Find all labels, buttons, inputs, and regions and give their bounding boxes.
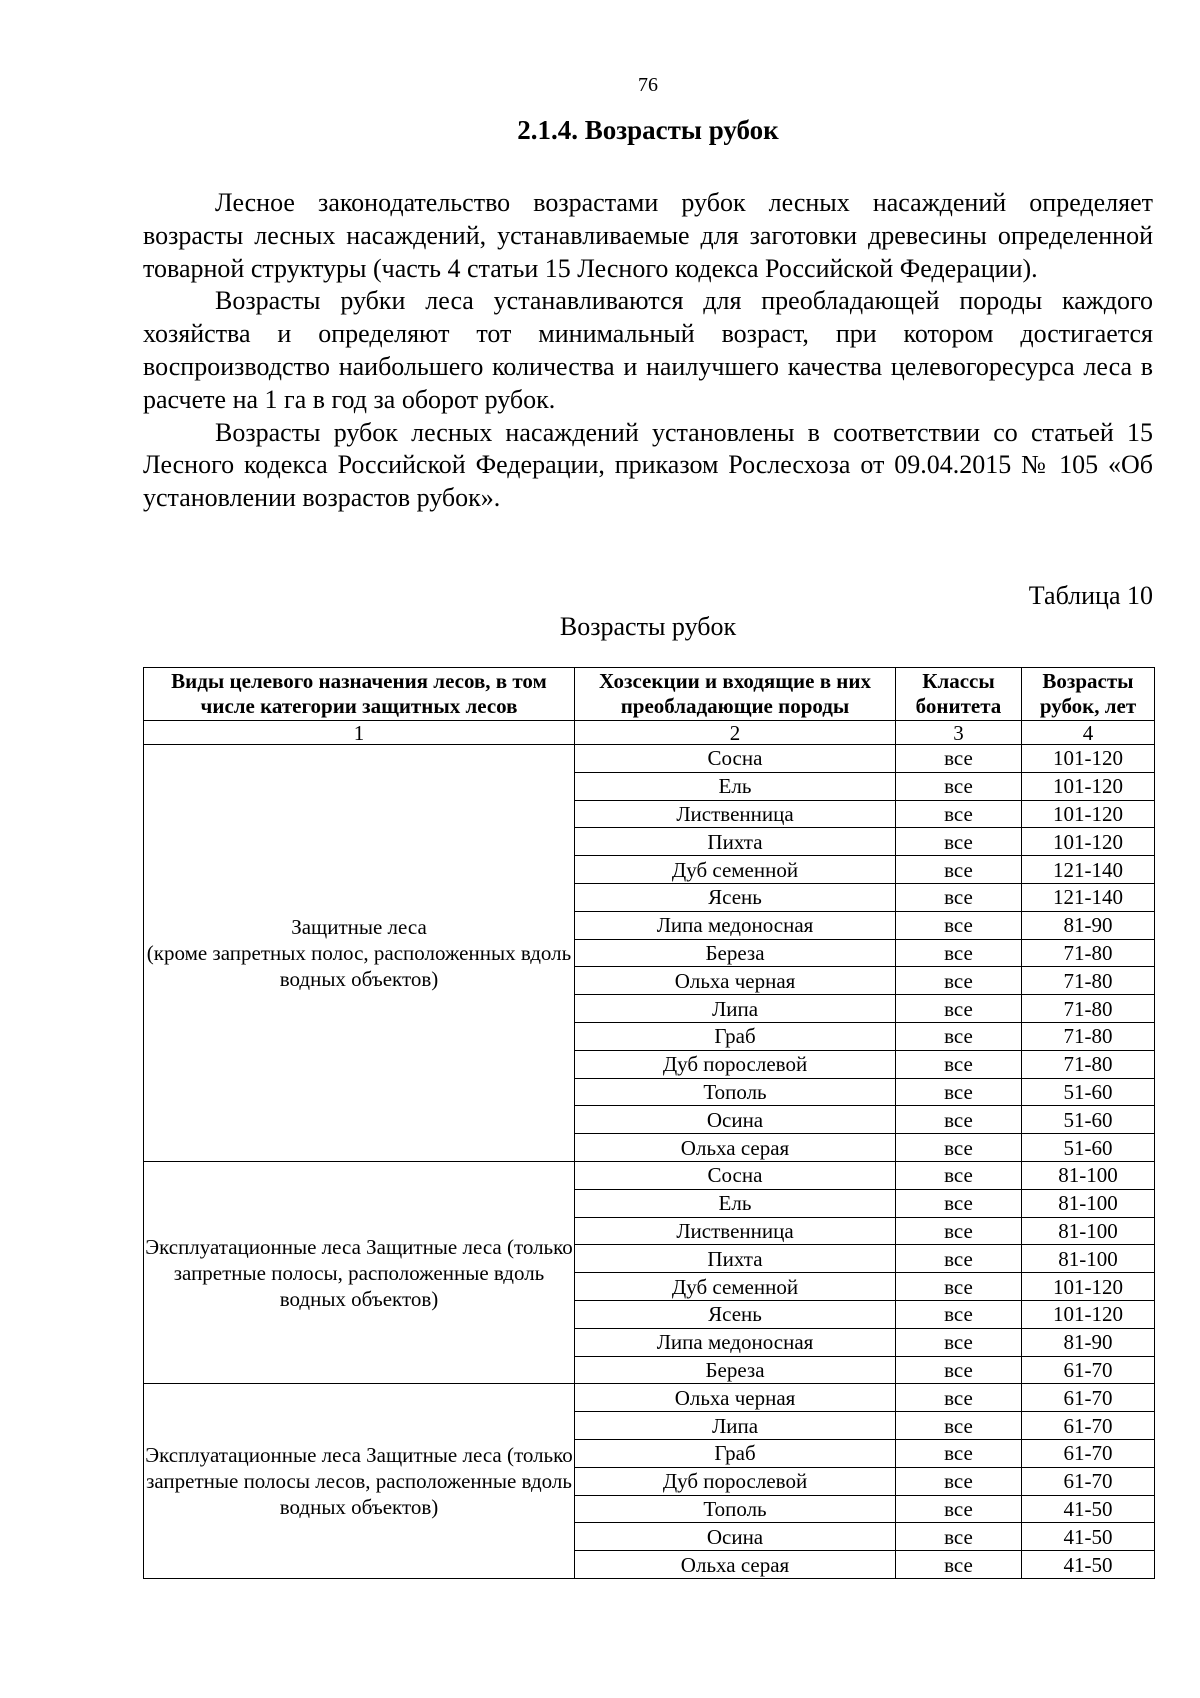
species-cell: Липа медоносная	[575, 1328, 896, 1356]
paragraph: Лесное законодательство возрастами рубок лесных насаждений определяет возрасты лесных насаждений, устанавливаемые для заготовки древесины определенной товарной структуры (часть 4 статьи 15 Лесного кодекса Российской Федерации).	[143, 188, 1153, 283]
cutting-age-cell: 41-50	[1022, 1495, 1155, 1523]
cutting-age-cell: 81-90	[1022, 1328, 1155, 1356]
paragraph: Возрасты рубок лесных насаждений установлены в соответствии со статьей 15 Лесного кодекса Российской Федерации, приказом Рослесхоза от 09.04.2015 № 105 «Об установлении возрастов рубок».	[143, 417, 1153, 513]
column-number: 2	[575, 721, 896, 745]
bonitet-cell: все	[896, 772, 1022, 800]
species-cell: Граб	[575, 1439, 896, 1467]
bonitet-cell: все	[896, 1523, 1022, 1551]
bonitet-cell: все	[896, 800, 1022, 828]
cutting-age-cell: 81-100	[1022, 1189, 1155, 1217]
species-cell: Лиственница	[575, 1217, 896, 1245]
cutting-age-cell: 61-70	[1022, 1384, 1155, 1412]
species-cell: Сосна	[575, 745, 896, 773]
species-cell: Береза	[575, 939, 896, 967]
table-header-row	[144, 668, 1155, 721]
section-title: 2.1.4. Возрасты рубок	[517, 115, 779, 145]
forest-purpose-cell: Эксплуатационные леса Защитные леса (только запретные полосы лесов, расположенные вдоль водных объектов)	[144, 1384, 575, 1579]
column-number-row	[144, 721, 1155, 745]
species-cell: Дуб семенной	[575, 1273, 896, 1301]
bonitet-cell: все	[896, 828, 1022, 856]
species-cell: Дуб семенной	[575, 856, 896, 884]
page-number: 76	[638, 74, 658, 96]
header-purpose: Виды целевого назначения лесов, в том числе категории защитных лесов	[144, 668, 575, 721]
bonitet-cell: все	[896, 1356, 1022, 1384]
table-row	[144, 1384, 1155, 1412]
cutting-age-cell: 101-120	[1022, 828, 1155, 856]
bonitet-cell: все	[896, 995, 1022, 1023]
bonitet-cell: все	[896, 1412, 1022, 1440]
bonitet-cell: все	[896, 1245, 1022, 1273]
table-caption: Таблица 10	[1028, 581, 1153, 610]
bonitet-cell: все	[896, 1078, 1022, 1106]
bonitet-cell: все	[896, 1467, 1022, 1495]
bonitet-cell: все	[896, 745, 1022, 773]
bonitet-cell: все	[896, 1022, 1022, 1050]
cutting-age-cell: 101-120	[1022, 1273, 1155, 1301]
bonitet-cell: все	[896, 1300, 1022, 1328]
species-cell: Сосна	[575, 1161, 896, 1189]
species-cell: Ольха черная	[575, 967, 896, 995]
species-cell: Дуб порослевой	[575, 1050, 896, 1078]
species-cell: Ель	[575, 1189, 896, 1217]
species-cell: Липа	[575, 995, 896, 1023]
cutting-age-cell: 51-60	[1022, 1134, 1155, 1162]
bonitet-cell: все	[896, 1106, 1022, 1134]
column-number: 3	[896, 721, 1022, 745]
species-cell: Ясень	[575, 1300, 896, 1328]
column-number: 4	[1022, 721, 1155, 745]
cutting-age-cell: 81-100	[1022, 1245, 1155, 1273]
body-text	[143, 187, 1153, 515]
cutting-age-cell: 61-70	[1022, 1356, 1155, 1384]
species-cell: Ольха черная	[575, 1384, 896, 1412]
bonitet-cell: все	[896, 1439, 1022, 1467]
bonitet-cell: все	[896, 1384, 1022, 1412]
bonitet-cell: все	[896, 1050, 1022, 1078]
cutting-age-cell: 101-120	[1022, 800, 1155, 828]
bonitet-cell: все	[896, 1328, 1022, 1356]
cutting-age-cell: 71-80	[1022, 967, 1155, 995]
species-cell: Тополь	[575, 1495, 896, 1523]
cutting-age-cell: 101-120	[1022, 1300, 1155, 1328]
cutting-age-cell: 41-50	[1022, 1551, 1155, 1579]
cutting-age-cell: 71-80	[1022, 995, 1155, 1023]
species-cell: Береза	[575, 1356, 896, 1384]
species-cell: Тополь	[575, 1078, 896, 1106]
table-title: Возрасты рубок	[559, 612, 737, 641]
cutting-age-cell: 71-80	[1022, 1022, 1155, 1050]
bonitet-cell: все	[896, 856, 1022, 884]
species-cell: Ольха серая	[575, 1134, 896, 1162]
table-row	[144, 745, 1155, 773]
header-species: Хозсекции и входящие в них преобладающие породы	[575, 668, 896, 721]
cutting-age-cell: 51-60	[1022, 1078, 1155, 1106]
bonitet-cell: все	[896, 1134, 1022, 1162]
cutting-age-cell: 41-50	[1022, 1523, 1155, 1551]
bonitet-cell: все	[896, 883, 1022, 911]
bonitet-cell: все	[896, 1273, 1022, 1301]
species-cell: Липа медоносная	[575, 911, 896, 939]
cutting-age-cell: 101-120	[1022, 772, 1155, 800]
cutting-age-cell: 61-70	[1022, 1439, 1155, 1467]
cutting-age-cell: 61-70	[1022, 1467, 1155, 1495]
cutting-age-cell: 81-100	[1022, 1217, 1155, 1245]
species-cell: Пихта	[575, 1245, 896, 1273]
bonitet-cell: все	[896, 1217, 1022, 1245]
cutting-age-cell: 81-100	[1022, 1161, 1155, 1189]
paragraph: Возрасты рубки леса устанавливаются для преобладающей породы каждого хозяйства и определяют тот минимальный возраст, при котором достигается воспроизводство наибольшего количества и наилучшего качества целевогоресурса леса в расчете на 1 га в год за оборот рубок.	[143, 286, 1153, 414]
species-cell: Граб	[575, 1022, 896, 1050]
cutting-age-cell: 121-140	[1022, 856, 1155, 884]
species-cell: Осина	[575, 1106, 896, 1134]
species-cell: Липа	[575, 1412, 896, 1440]
species-cell: Осина	[575, 1523, 896, 1551]
forest-purpose-cell: Защитные леса (кроме запретных полос, расположенных вдоль водных объектов)	[144, 745, 575, 1162]
species-cell: Пихта	[575, 828, 896, 856]
species-cell: Ольха серая	[575, 1551, 896, 1579]
bonitet-cell: все	[896, 1161, 1022, 1189]
cutting-age-table	[143, 667, 1155, 1579]
bonitet-cell: все	[896, 967, 1022, 995]
forest-purpose-cell: Эксплуатационные леса Защитные леса (только запретные полосы, расположенные вдоль водных объектов)	[144, 1161, 575, 1383]
header-bonitet: Классы бонитета	[896, 668, 1022, 721]
header-cutting-age: Возрасты рубок, лет	[1022, 668, 1155, 721]
bonitet-cell: все	[896, 939, 1022, 967]
cutting-age-cell: 51-60	[1022, 1106, 1155, 1134]
species-cell: Дуб порослевой	[575, 1467, 896, 1495]
bonitet-cell: все	[896, 1189, 1022, 1217]
bonitet-cell: все	[896, 1551, 1022, 1579]
table-body	[144, 745, 1155, 1579]
species-cell: Лиственница	[575, 800, 896, 828]
cutting-age-cell: 81-90	[1022, 911, 1155, 939]
column-number: 1	[144, 721, 575, 745]
cutting-age-cell: 71-80	[1022, 939, 1155, 967]
bonitet-cell: все	[896, 911, 1022, 939]
species-cell: Ель	[575, 772, 896, 800]
cutting-age-cell: 101-120	[1022, 745, 1155, 773]
species-cell: Ясень	[575, 883, 896, 911]
table-row	[144, 1161, 1155, 1189]
bonitet-cell: все	[896, 1495, 1022, 1523]
cutting-age-cell: 121-140	[1022, 883, 1155, 911]
cutting-age-cell: 71-80	[1022, 1050, 1155, 1078]
cutting-age-cell: 61-70	[1022, 1412, 1155, 1440]
